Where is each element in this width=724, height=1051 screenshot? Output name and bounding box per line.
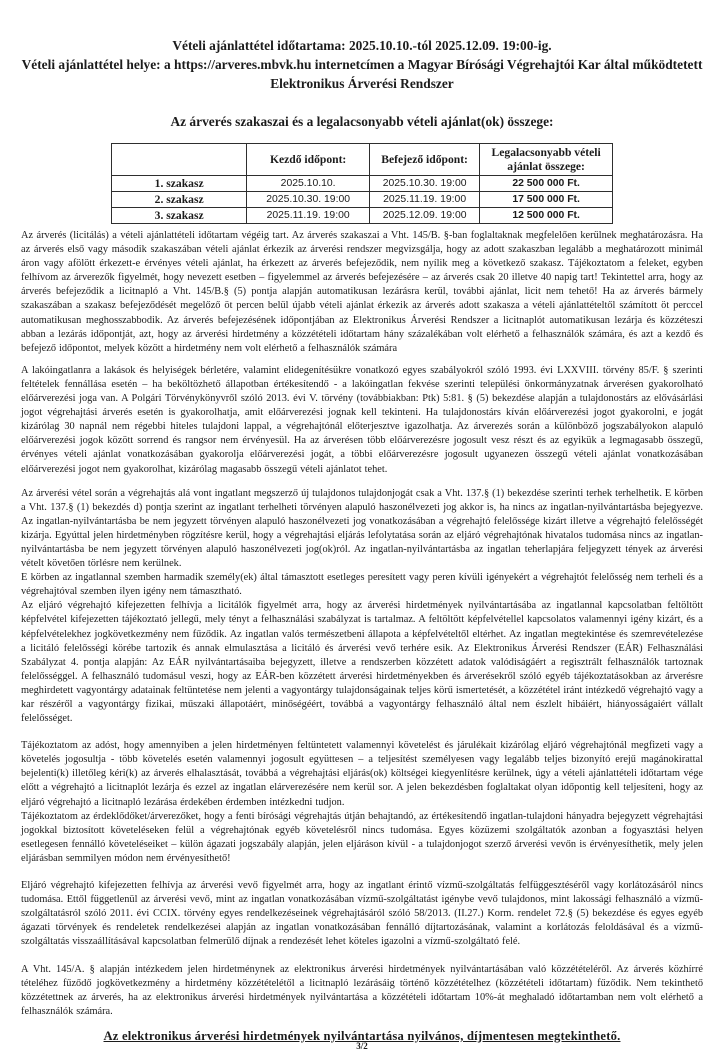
auction-stages-table bbox=[111, 143, 613, 224]
table-header-row bbox=[112, 144, 613, 176]
offer-location-line: Vételi ajánlattétel helye: a https://arveres.mbvk.hu internetcímen a Magyar Bírósági Végrehajtói Kar által működtetett Elektronikus Árverési Rendszer bbox=[21, 57, 703, 91]
table-row bbox=[112, 176, 613, 192]
paragraph-debtor-information: Tájékoztatom az adóst, hogy amennyiben a jelen hirdetményen feltüntetett valamennyi követelést és járulékait kizárólag eljáró végrehajtónál megfizeti vagy a követelés jogosultja - több követelés esetén valamennyi jogosult együttesen – a teljesítést személyesen vagy legalább teljes bizonyító erejű magánokirattal bejelenti(k) illetőleg kéri(k) az árverés elhalasztását, továbbá a végrehajtási eljárás(ok) költségei kiegyenlítésre kerülnek, úgy a vételi ajánlattételi időtartam vége előtt a végrehajtó a licitnaplót lezárja és ezzel az ingatlan elárverezésére nem kerül sor. A jelen bekezdésben foglaltakat olyan időpontig kell teljesíteni, hogy az eljáró végrehajtó a licitnapló lezárása érdekében érdemben intézkedni tudjon. bbox=[21, 740, 703, 808]
offer-period-line: Vételi ajánlattétel időtartama: 2025.10.10.-tól 2025.12.09. 19:00-ig. bbox=[172, 38, 552, 53]
paragraph-utility-claims: Tájékoztatom az érdeklődőket/árverezőket, hogy a fenti bírósági végrehajtás útján behajtandó, az értékesítendő ingatlan-tulajdoni hányadra bejegyzett végrehajtási jogokkal biztosított követeléseken felül a végrehajtónak egyéb követelésről nincs tudomása. Egyes közüzemi szolgáltatók azonban a fogyasztási helyen esetlegesen fennálló követeléseiket – külön ágazati jogszabály alapján, jelen eljáráson kívül - a tulajdonjogot szerző árverési vevőn is érvényesíthetik, mely jelen eljárásban semmilyen módon nem érvényesíthető! bbox=[21, 810, 703, 864]
document-body bbox=[21, 229, 703, 1019]
stage-start: 2025.10.10. bbox=[247, 176, 370, 192]
table-row bbox=[112, 208, 613, 224]
stage-name: 3. szakasz bbox=[112, 208, 247, 224]
paragraph-water-utility: Eljáró végrehajtó kifejezetten felhívja az árverési vevő figyelmét arra, hogy az ingatlant érintő vízmű-szolgáltatás felfüggesztéséről vagy korlátozásáról nincs tudomása. Ettől függetlenül az árverési vevő, mint az ingatlan vonatkozásában vízmű-szolgáltatást igénybe vevő tulajdonos, mint lakossági felhasználó a vízmű-szolgáltatásról szóló 2011. évi CCIX. törvény egyes rendelkezéseinek végrehajtásáról szóló 58/2013. (II.27.) Korm. rendelet 72.§ (5) bekezdése és egyes egyéb ágazati törvények és rendeletek rendelkezései alapján az ingatlan vonatkozásában fennálló díjtartozásának, valamint a korlátozás feloldásával és a vízmű-szolgáltatás visszaállításával kapcsolatban felmerülő díjnak a rendezését lehet köteles igazolni a vízmű-szolgáltató felé. bbox=[21, 880, 703, 948]
start-column-header: Kezdő időpont: bbox=[247, 144, 370, 176]
end-column-header: Befejező időpont: bbox=[370, 144, 480, 176]
amount-column-header: Legalacsonyabb vételi ajánlat összege: bbox=[480, 144, 613, 176]
stage-amount: 12 500 000 Ft. bbox=[480, 208, 613, 224]
stage-name: 1. szakasz bbox=[112, 176, 247, 192]
stage-amount: 22 500 000 Ft. bbox=[480, 176, 613, 192]
stage-column-header bbox=[112, 144, 247, 176]
stage-end: 2025.12.09. 19:00 bbox=[370, 208, 480, 224]
stage-amount: 17 500 000 Ft. bbox=[480, 192, 613, 208]
paragraph-encumbrances: Az árverési vétel során a végrehajtás alá vont ingatlant megszerző új tulajdonos tulajdonjogát csak a Vht. 137.§ (1) bekezdése szerinti terhek terhelhetik. E körben a Vht. 137.§ (1) bekezdés d) pontja szerint az ingatlant terhelheti törvényen alapuló haszonélvezeti jog akkor is, ha nincs az ingatlan-nyilvántartásba bejegyezve. Az ingatlan-nyilvántartásba be nem jegyzett törvényen alapuló haszonélvezeti jog vonatkozásában a végrehajtó felelőssége kizárt illetve a végrehajtó felelősségét kizárja. Egyúttal jelen hirdetményben rögzítésre kerül, hogy a végrehajtási eljárás lefolytatása során az eljáró végrehajtónak hivatalos tudomása nincs az ingatlan-nyilvántartásba be nem jegyzett törvényen alapuló haszonélvezeti jog(ok)ról. Az ingatlan-nyilvántartásba az ingatlan teherlapjára feljegyzett tények az árverési vételt követően törlésre nem kerülnek. bbox=[21, 487, 703, 570]
paragraph-auction-process: Az árverés (licitálás) a vételi ajánlattételi időtartam végéig tart. Az árverés szakaszai a Vht. 145/B. §-ban foglaltaknak megfelelően kerülnek meghatározásra. Ha az árverés első vagy második szakaszában vételi ajánlat érkezik az árverési rendszer megvizsgálja, hogy az adott szakaszban legalább a meghatározott minimál áron vagy afölött érkezett-e érvényes vételi ajánlat, ha érkezett az árverés befejeződik, nem nyílik meg a következő szakasz. Tájékoztatom a feleket, egyben felhívom az árverezők figyelmét, hogy nevezett esetben – figyelemmel az árverés befejezésére – az árverés csak 20 illetve 40 napig tart! Tekintettel arra, hogy az árverés befejeződik a licitnapló a Vht. 145/B.§ (5) pontja alapján automatikusan lezárásra kerül, további ajánlat, licit nem tehető! Ha az árverés bármely szakaszában a szakasz befejeződését megelőző öt percen belül újabb vételi ajánlat érkezik az árverés adott szakasza a vételi ajánlattételtől számított öt perccel automatikusan meghosszabbodik. Az árverés befejezésének időpontjában az Elektronikus Árverési Rendszer a licitnaplót automatikusan lezárja és közzéteszi abban a lezárás időpontját, azt, hogy az árverési hirdetmény a közzétételi időtartam hány százalékában volt elérhető a felhasználók számára, és azt a kezdő és befejező időpontot, melyek között a hirdetmény nem volt elérhető a felhasználók számára bbox=[21, 230, 703, 354]
page-number: 3/2 bbox=[356, 1040, 368, 1051]
document-header bbox=[21, 36, 703, 93]
footer-notice: Az elektronikus árverési hirdetmények nyilvántartása nyilvános, díjmentesen megtekinthető. bbox=[103, 1028, 621, 1043]
stage-start: 2025.10.30. 19:00 bbox=[247, 192, 370, 208]
stages-section-title: Az árverés szakaszai és a legalacsonyabb vételi ajánlat(ok) összege: bbox=[170, 114, 554, 129]
stage-end: 2025.11.19. 19:00 bbox=[370, 192, 480, 208]
paragraph-photos-disclaimer: Az eljáró végrehajtó kifejezetten felhívja a licitálók figyelmét arra, hogy az árverési hirdetmények nyilvántartásába az ingatlannal kapcsolatban feltöltött képfelvétel kifejezetten tájékoztató jellegű, mely tényt a felhasználási szabályzat is tartalmaz. A feltöltött képfelvétellel kapcsolatos valamennyi igény kizárt, és a képfelvételekhez jogkövetkezmény nem fűződik. Az ingatlan valós természetbeni állapota a képfelvételtől eltérhet. Az ingatlan megtekintése és szemrevételezése a licitáló felelősségi körébe tartozik és annak elmulasztása a licitáló és árverési vevő terhére esik. Az Elektronikus Árverési Rendszer (EÁR) Felhasználási Szabályzat 4. pontja alapján: Az EÁR nyilvántartásaiba bejegyzett, illetve a rendszerben közzétett adatok valódiságáért a regisztrált felhasználók tartoznak felelősséggel. A felhasználó tudomásul veszi, hogy az EÁR-ben közzétett árverési hirdetményekben és árverésekről szóló egyéb tájékoztatásokban az árverésre meghirdetett vagyontárgy adatainak feltüntetése nem jelenti a vagyontárgy tulajdonságainak teljes körű ismertetését, a közzététel iránt intézkedő végrehajtó vagy a kar részéről a vagyontárgy fizikai, műszaki állapotáért, minőségéért, továbbá a vagyontárgy felhasználó által nem észlelt hibáiért, hiányosságaiért vállalt felelősséget. bbox=[21, 600, 703, 725]
table-row bbox=[112, 192, 613, 208]
paragraph-residential-preemption: A lakóingatlanra a lakások és helyiségek bérletére, valamint elidegenítésükre vonatkozó egyes szabályokról szóló 1993. évi LXXVIII. törvény 85/F. § szerinti feltételek fennállása esetén – ha beköltözhető állapotban értékesítendő - a lakóingatlan fekvése szerinti települési önkormányzatnak árverésen gyakorolható előárverezési joga van. A Polgári Törvénykönyvről szóló 2013. évi V. törvény (továbbiakban: Ptk) 5:81. § (5) bekezdése alapján a tulajdonostárs az elővásárlási jogot végrehajtási árverés esetén is gyakorolhatja, amit előárverezési jognak kell tekinteni. Ha tulajdonostárs kíván előárverezési jogot gyakorolni, e jogát kizárólag 30 napnál nem régebbi hiteles tulajdoni lappal, a végrehajtónál előterjesztve igazolhatja. Az árverezés során a különböző jogszabályokon alapuló előárverezési jogok között sorrend és rangsor nem érvényesül. Ha az árverésen több előárverezésre jogosult vesz részt és az egyikük a legmagasabb összegű, érvényes vételi ajánlat vonatkozásában gyakorolja előárverezési jogát, a többi előárverezésre jogosult ugyanezen összegű vételi ajánlat vonatkozásában előárverezési jogot nem gyakorolhat, kizárólag magasabb összegű vételi ajánlatot tehet. bbox=[21, 364, 703, 475]
paragraph-publication: A Vht. 145/A. § alapján intézkedem jelen hirdetménynek az elektronikus árverési hirdetmények nyilvántartásában való közzétételéről. Az árverés közhírré tételéhez fűződő jogkövetkezmény a hirdetmény közzétételétől a licitnapló lezárásáig történő közzétételhez (közzétételi időtartam) fűződik. Nem tekinthető közzétettnek az árverés, ha az elektronikus árverési hirdetmények nyilvántartása a közzétételi időtartam 10%-át meghaladó időtartamban nem volt elérhető a felhasználók számára. bbox=[21, 963, 703, 1017]
paragraph-third-party-claims: E körben az ingatlannal szemben harmadik személy(ek) által támasztott esetleges peresített vagy peren kívüli igényekért a végrehajtót felelősség nem terheli és a végrehajtóval szemben ilyen igény nem támasztható. bbox=[21, 572, 703, 598]
stage-start: 2025.11.19. 19:00 bbox=[247, 208, 370, 224]
stage-end: 2025.10.30. 19:00 bbox=[370, 176, 480, 192]
stage-name: 2. szakasz bbox=[112, 192, 247, 208]
